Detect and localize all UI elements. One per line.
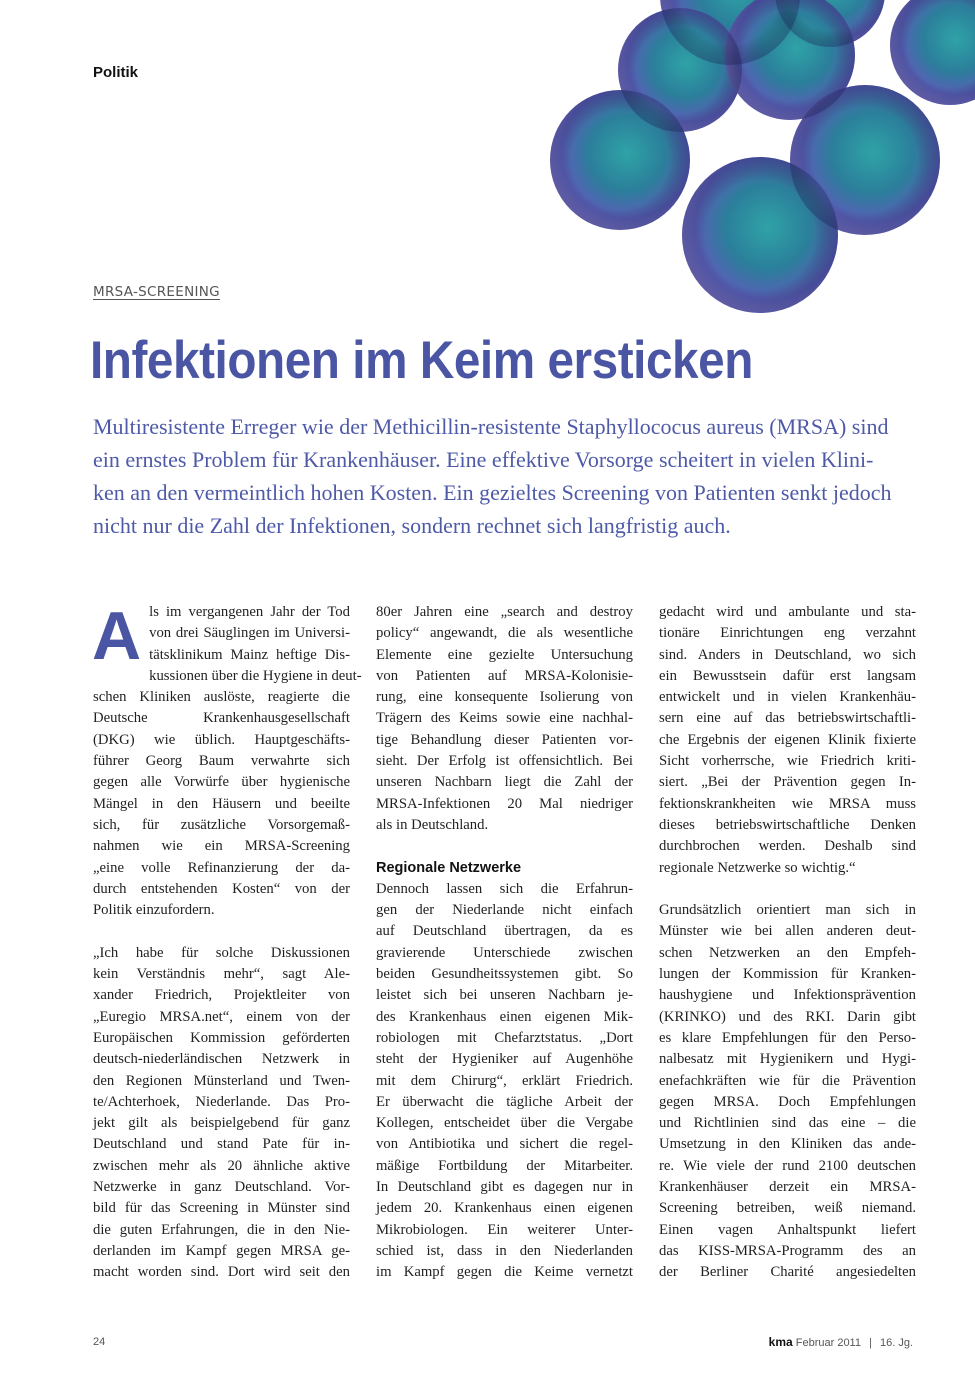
text-line: beiden Gesundheitssystemen gibt. So <box>376 966 633 983</box>
text-line: leistet sich bei unseren Nachbarn je- <box>376 987 633 1004</box>
text-line: „Euregio MRSA.net“, einem von der <box>93 1008 350 1025</box>
text-line: che Ergebnis der eigenen Klinik fixierte <box>659 731 916 748</box>
text-line: „Ich habe für solche Diskussionen <box>93 944 350 961</box>
text-line: siert. „Bei der Prävention gegen In- <box>659 774 916 791</box>
text-line: mäßige Fortbildung der Mitarbeiter. <box>376 1157 633 1174</box>
text-line: sieht. Der Erfolg ist offensichtlich. Bei <box>376 753 633 770</box>
lead-line: ein ernstes Problem für Krankenhäuser. Eine effektive Vorsorge scheitert in vielen Klini- <box>93 447 874 472</box>
text-line: Mikrobiologen. Ein weiterer Unter- <box>376 1221 633 1238</box>
text-line: schen Netzwerken an den Empfeh- <box>659 944 916 961</box>
text-line: das KISS-MRSA-Programm des an <box>659 1242 916 1259</box>
text-line: re. Wie viele der rund 2100 deutschen <box>659 1157 916 1174</box>
text-line: enefachkräften wie für die Prävention <box>659 1072 916 1089</box>
page-number: 24 <box>93 1336 106 1348</box>
text-line: Kollegen, entscheidet über die Vergabe <box>376 1115 633 1132</box>
paragraph <box>659 602 916 879</box>
text-line: mit dem Chirurg“, erklärt Friedrich. <box>376 1072 633 1089</box>
text-line: im Kampf gegen die Keime vernetzt <box>376 1264 633 1281</box>
text-line: xander Friedrich, Projektleiter von <box>93 987 350 1004</box>
text-column-1 <box>92 598 362 1284</box>
paragraph <box>376 602 633 836</box>
text-line: haushygiene und Infektionsprävention <box>659 987 916 1004</box>
text-line: Europäischen Kommission geförderten <box>93 1029 350 1046</box>
text-line: (KRINKO) und des RKI. Darin gibt <box>659 1008 916 1025</box>
text-line: Netzwerke in ganz Deutschland. Vor- <box>93 1179 350 1196</box>
text-line: jedem 20. Krankenhaus einen eigenen <box>376 1200 633 1217</box>
text-line: Münster wie bei allen anderen deut- <box>659 923 916 940</box>
text-line: Umsetzung in den Kliniken das ande- <box>659 1136 916 1153</box>
text-line: In Deutschland gibt es dagegen nur in <box>376 1179 633 1196</box>
text-line: 80er Jahren eine „search and destroy <box>376 604 633 620</box>
text-line: steht der Hygieniker auf Augenhöhe <box>376 1051 633 1068</box>
text-line: te/Achterhoek, Niederlande. Das Pro- <box>93 1093 350 1110</box>
text-column-2 <box>376 602 633 1284</box>
text-line: und Richtlinien sind das eine – die <box>659 1115 916 1132</box>
paragraph <box>92 598 362 921</box>
lead-line: nicht nur die Zahl der Infektionen, sondern rechnet sich langfristig auch. <box>93 513 731 538</box>
paragraph <box>376 879 633 1284</box>
lead-line: ken an den vermeintlich hohen Kosten. Ein gezieltes Screening von Patienten senkt jedoch <box>93 480 892 505</box>
text-line: robiologen mit Chefarztstatus. „Dort <box>376 1029 633 1046</box>
text-line: Deutsche Krankenhausgesellschaft <box>93 710 350 727</box>
text-line: Einen vagen Anhaltspunkt liefert <box>659 1221 916 1238</box>
text-line: tige Behandlung dieser Patienten vor- <box>376 731 633 748</box>
volume: 16. Jg. <box>879 1337 913 1349</box>
text-line: jekt gilt als beispielgebend für ganz <box>93 1115 350 1132</box>
text-column-3 <box>659 602 916 1284</box>
text-line: gen der Niederlande nicht einfach <box>376 902 633 919</box>
dropcap: A <box>92 598 142 674</box>
text-line: gedacht wird und ambulante und sta- <box>659 604 916 620</box>
paragraph <box>659 900 916 1283</box>
text-line: tätsklinikum Mainz heftige Dis- <box>149 646 350 663</box>
bacteria-cluster-icon <box>530 0 975 325</box>
text-line: Er überwacht die tägliche Arbeit der <box>376 1093 633 1110</box>
issue-date: Februar 2011 <box>795 1337 861 1349</box>
text-line: auf Deutschland übertragen, da es <box>376 923 633 940</box>
text-line: die guten Erfahrungen, die in den Nie- <box>93 1221 350 1238</box>
text-line: Mängel in den Häusern und beeilte <box>93 795 350 812</box>
text-line: ls im vergangenen Jahr der Tod <box>149 604 350 620</box>
text-line: kein Verständnis mehr“, sagt Ale- <box>93 966 350 983</box>
text-line: regionale Netzwerke so wichtig.“ <box>659 859 856 876</box>
text-line: sind. Anders in Deutschland, wo sich <box>659 646 916 663</box>
text-line: gravierende Unterschiede zwischen <box>376 944 633 961</box>
text-line: MRSA-Infektionen 20 Mal niedriger <box>376 795 633 812</box>
text-line: nahmen wie ein MRSA-Screening <box>93 838 350 855</box>
text-line: Elemente eine gezielte Untersuchung <box>376 646 633 663</box>
subheading: Regionale Netzwerke <box>376 859 522 876</box>
magazine-brand: kma <box>768 1335 793 1349</box>
text-line: dieses betriebswirtschaftliche Denken <box>659 816 916 833</box>
text-line: Trägern des Keims sowie eine nachhal- <box>376 710 633 727</box>
text-line: Politik einzufordern. <box>93 902 215 919</box>
rubric-kicker: MRSA-SCREENING <box>93 284 220 300</box>
footer-separator: | <box>869 1337 872 1349</box>
text-line: tionäre Einrichtungen eng verzahnt <box>659 625 916 642</box>
text-line: von Patienten auf MRSA-Kolonisie- <box>376 667 633 684</box>
text-line: gegen alle Vorwürfe über hygienische <box>93 774 350 791</box>
footer-issue-info <box>769 1335 913 1349</box>
text-line: nalbesatz mit Hygienikern und Hygi- <box>659 1051 916 1068</box>
text-line: rung, eine konsequente Isolierung von <box>376 689 633 706</box>
text-line: ein Bewusstsein dafür erst langsam <box>659 667 916 684</box>
text-line: von drei Säuglingen im Universi- <box>149 625 350 642</box>
text-line: Grundsätzlich orientiert man sich in <box>659 902 916 919</box>
article-lead <box>93 410 923 542</box>
text-line: fektionskrankheiten wie MRSA muss <box>659 795 916 812</box>
text-line: lungen der Kommission für Kranken- <box>659 966 916 983</box>
text-line: unseren Nachbarn liegt die Zahl der <box>376 774 633 791</box>
text-line: der Berliner Charité angesiedelten <box>659 1264 916 1281</box>
text-line: sern eine auf das betriebswirtschaftli- <box>659 710 916 727</box>
text-line: Sicht vorherrsche, wie Friedrich kriti- <box>659 753 916 770</box>
text-line: als in Deutschland. <box>376 816 489 833</box>
text-line: Screening betreiben, weiß niemand. <box>659 1200 916 1217</box>
text-line: Krankenhäuser derzeit ein MRSA- <box>659 1179 916 1196</box>
text-line: es klare Empfehlungen für den Perso- <box>659 1029 916 1046</box>
text-line: schied ist, dass in den Niederlanden <box>376 1242 633 1259</box>
text-line: policy“ angewandt, die als wesentliche <box>376 625 633 642</box>
text-line: des Krankenhaus einen eigenen Mik- <box>376 1008 633 1025</box>
text-line: entwickelt und in vielen Krankenhäu- <box>659 689 916 706</box>
text-line: macht worden sind. Dort wird seit den <box>93 1264 350 1281</box>
text-line: sich, für zusätzliche Vorsorgemaß- <box>93 816 350 833</box>
text-line: deutsch-niederländischen Netzwerk in <box>93 1051 350 1068</box>
text-line: derlanden im Kampf gegen MRSA ge- <box>93 1242 350 1259</box>
text-line: „eine volle Refinanzierung der da- <box>93 859 350 876</box>
text-line: (DKG) wie üblich. Hauptgeschäfts- <box>93 731 350 748</box>
text-line: schen Kliniken auslöste, reagierte die <box>93 689 350 706</box>
lead-line: Multiresistente Erreger wie der Methicillin-resistente Staphyllococus aureus (MRSA) sind <box>93 414 889 439</box>
text-line: Dennoch lassen sich die Erfahrun- <box>376 880 633 897</box>
text-line: Deutschland und stand Pate für in- <box>93 1136 350 1153</box>
text-line: durchbrochen werden. Deshalb sind <box>659 838 916 855</box>
text-line: durch entstehenden Kosten“ von der <box>93 880 350 897</box>
section-label: Politik <box>93 64 139 81</box>
text-line: gegen MRSA. Doch Empfehlungen <box>659 1093 916 1110</box>
text-line: führer Georg Baum verwahrte sich <box>93 753 350 770</box>
text-line: von Antibiotika und sichert die regel- <box>376 1136 633 1153</box>
paragraph <box>93 943 350 1284</box>
text-line: bild für das Screening in Münster sind <box>93 1200 350 1217</box>
article-headline: Infektionen im Keim ersticken <box>90 331 753 390</box>
text-line: zwischen mehr als 20 ähnliche aktive <box>93 1157 350 1174</box>
text-line: kussionen über die Hygiene in deut- <box>149 667 362 684</box>
text-line: den Regionen Münsterland und Twen- <box>93 1072 350 1089</box>
